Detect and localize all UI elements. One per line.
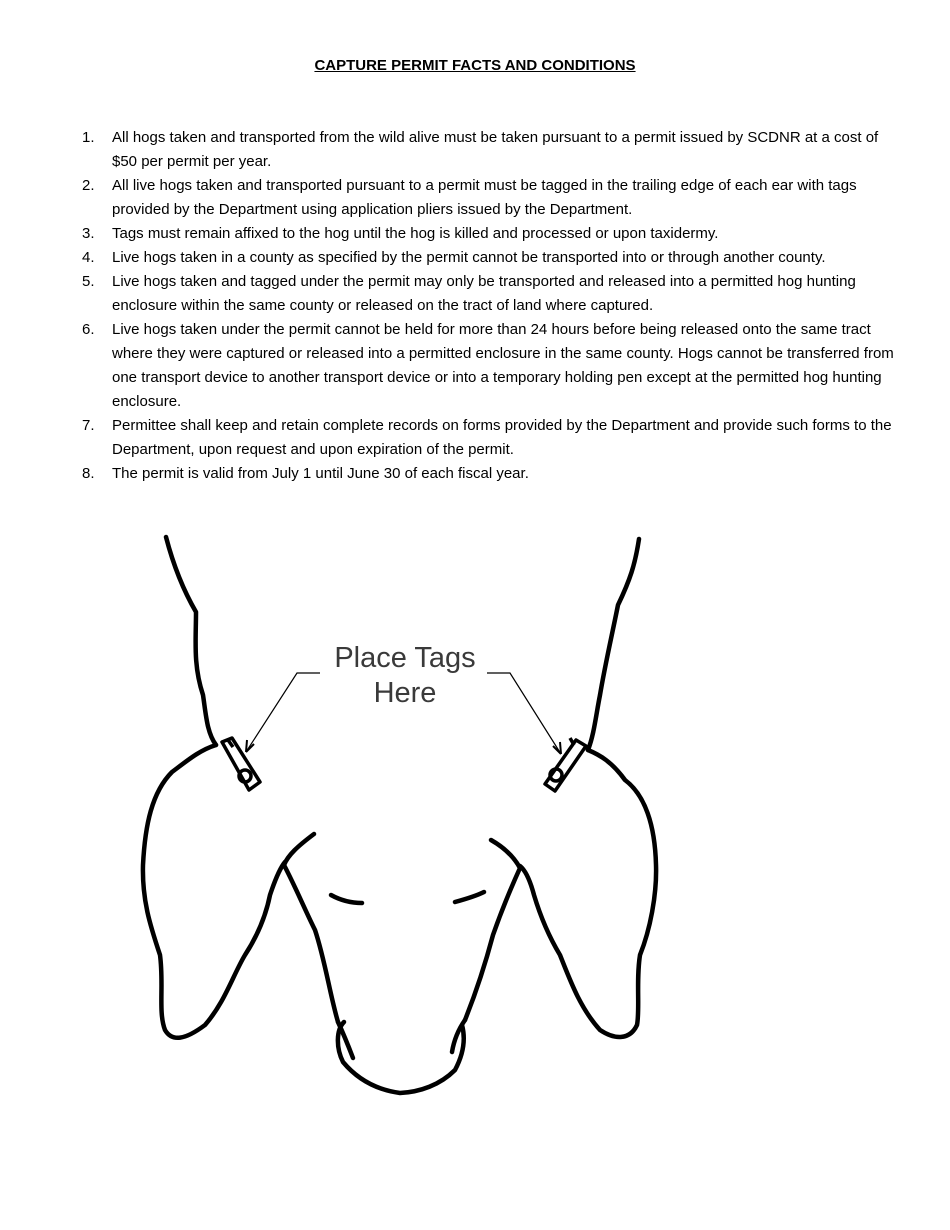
item-text: Tags must remain affixed to the hog until the hog is killed and processed or upon taxidermy. <box>112 225 719 242</box>
head-left-side <box>284 834 338 1022</box>
right-ear-tag <box>545 738 586 791</box>
left-callout-line <box>246 673 320 752</box>
item-number: 3. <box>82 225 95 242</box>
left-eye <box>331 895 362 903</box>
item-text: Live hogs taken and tagged under the permit may only be transported and released into a permitted hog hunting enclosure within the same county or released on the tract of land where captured. <box>112 273 856 314</box>
item-number: 2. <box>82 177 95 194</box>
tag-label-line1: Place Tags <box>334 642 476 674</box>
right-rope <box>588 539 639 750</box>
right-callout-line <box>487 673 561 754</box>
item-text: Live hogs taken in a county as specified by the permit cannot be transported into or through another county. <box>112 249 826 266</box>
right-eye <box>455 892 484 902</box>
snout <box>338 1022 464 1093</box>
left-ear <box>143 745 285 1038</box>
page-title: CAPTURE PERMIT FACTS AND CONDITIONS <box>314 57 636 74</box>
item-number: 7. <box>82 417 95 434</box>
item-text: The permit is valid from July 1 until June 30 of each fiscal year. <box>112 465 529 482</box>
item-number: 4. <box>82 249 95 266</box>
left-ear-tag <box>222 738 260 790</box>
item-text: All live hogs taken and transported pursuant to a permit must be tagged in the trailing edge of each ear with tags provided by the Department using application pliers issued by the Department. <box>112 177 857 218</box>
item-text: Permittee shall keep and retain complete records on forms provided by the Department and provide such forms to the Department, upon request and upon expiration of the permit. <box>112 417 892 458</box>
item-number: 1. <box>82 129 95 146</box>
item-text: All hogs taken and transported from the wild alive must be taken pursuant to a permit issued by SCDNR at a cost of $50 per permit per year. <box>112 129 879 170</box>
item-number: 5. <box>82 273 95 290</box>
item-number: 8. <box>82 465 95 482</box>
right-ear <box>520 750 656 1037</box>
head-right-side <box>465 840 520 1020</box>
item-number: 6. <box>82 321 95 338</box>
left-rope <box>166 537 216 745</box>
item-text: Live hogs taken under the permit cannot be held for more than 24 hours before being released onto the same tract where they were captured or released into a permitted enclosure in the same county. Hogs cannot be transferred from one transport device to another transport device or into a temporary holding pen except at the permitted hog hunting enclosure. <box>112 321 894 410</box>
tag-label-line2: Here <box>373 677 437 709</box>
